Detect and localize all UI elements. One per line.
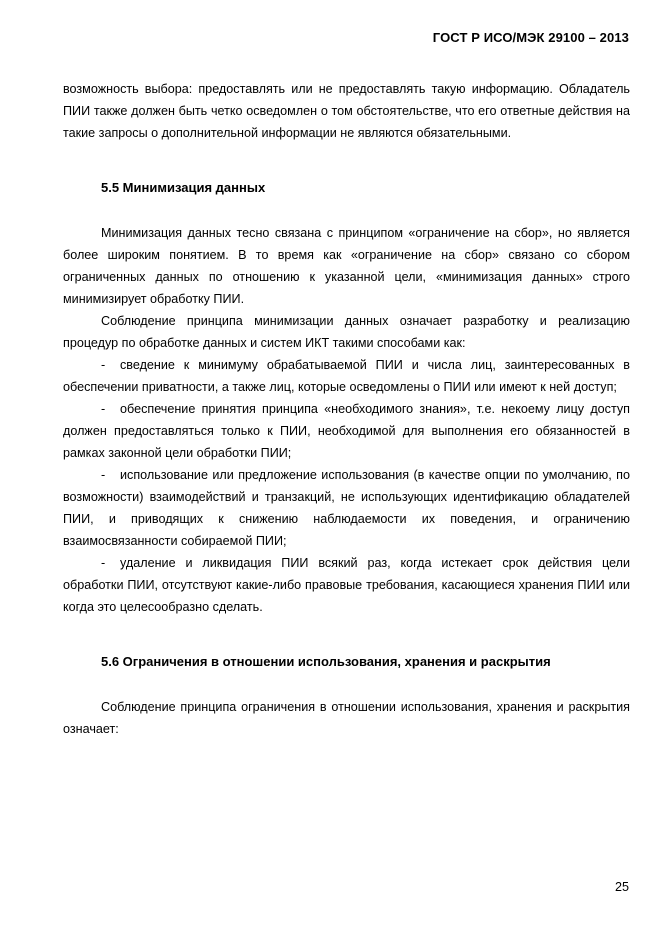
list-item — [63, 552, 630, 618]
section-5-6-title: 5.6 Ограничения в отношении использования, хранения и раскрытия — [101, 654, 551, 669]
list-item-text: удаление и ликвидация ПИИ всякий раз, когда истекает срок действия цели обработки ПИИ, отсутствуют какие-либо правовые требования, касающиеся хранения ПИИ или когда это целесообразно сделать. — [63, 556, 630, 614]
list-item-text: обеспечение принятия принципа «необходимого знания», т.е. некоему лицу доступ должен предоставляться только к ПИИ, необходимой для выполнения его обязанностей в рамках законной цели обработки ПИИ; — [63, 402, 630, 460]
list-dash: - — [101, 468, 106, 482]
section-5-6-paragraph-1: Соблюдение принципа ограничения в отношении использования, хранения и раскрытия означает: — [63, 700, 630, 736]
section-5-5-paragraph-2: Соблюдение принципа минимизации данных означает разработку и реализацию процедур по обработке данных и систем ИКТ такими способами как: — [63, 314, 630, 350]
list-item-text: сведение к минимуму обрабатываемой ПИИ и числа лиц, заинтересованных в обеспечении приватности, а также лиц, которые осведомлены о ПИИ или имеют к ней доступ; — [63, 358, 630, 394]
standard-header: ГОСТ Р ИСО/МЭК 29100 – 2013 — [432, 30, 629, 45]
section-5-5-title: 5.5 Минимизация данных — [101, 180, 266, 195]
section-5-5-paragraph-1: Минимизация данных тесно связана с принципом «ограничение на сбор», но является более широким понятием. В то время как «ограничение на сбор» связано со сбором ограниченных данных по отношению к указанной цели, «минимизация данных» строго минимизирует обработку ПИИ. — [63, 226, 630, 306]
list-item — [63, 354, 630, 398]
page-number: 25 — [614, 880, 629, 894]
page-content — [63, 78, 630, 740]
list-dash: - — [101, 556, 106, 570]
list-dash: - — [101, 402, 106, 416]
list-dash: - — [101, 358, 106, 372]
list-item-text: использование или предложение использования (в качестве опции по умолчанию, по возможности) взаимодействий и транзакций, не использующих идентификацию обладателей ПИИ, и приводящих к снижению наблюдаемости их поведения, и ограничению взаимосвязанности собираемой ПИИ; — [63, 468, 630, 548]
list-item — [63, 398, 630, 464]
intro-paragraph: возможность выбора: предоставлять или не предоставлять такую информацию. Обладатель ПИИ также должен быть четко осведомлен о том обстоятельстве, что его ответные действия на такие запросы о дополнительной информации не являются обязательными. — [63, 82, 630, 140]
list-item — [63, 464, 630, 552]
